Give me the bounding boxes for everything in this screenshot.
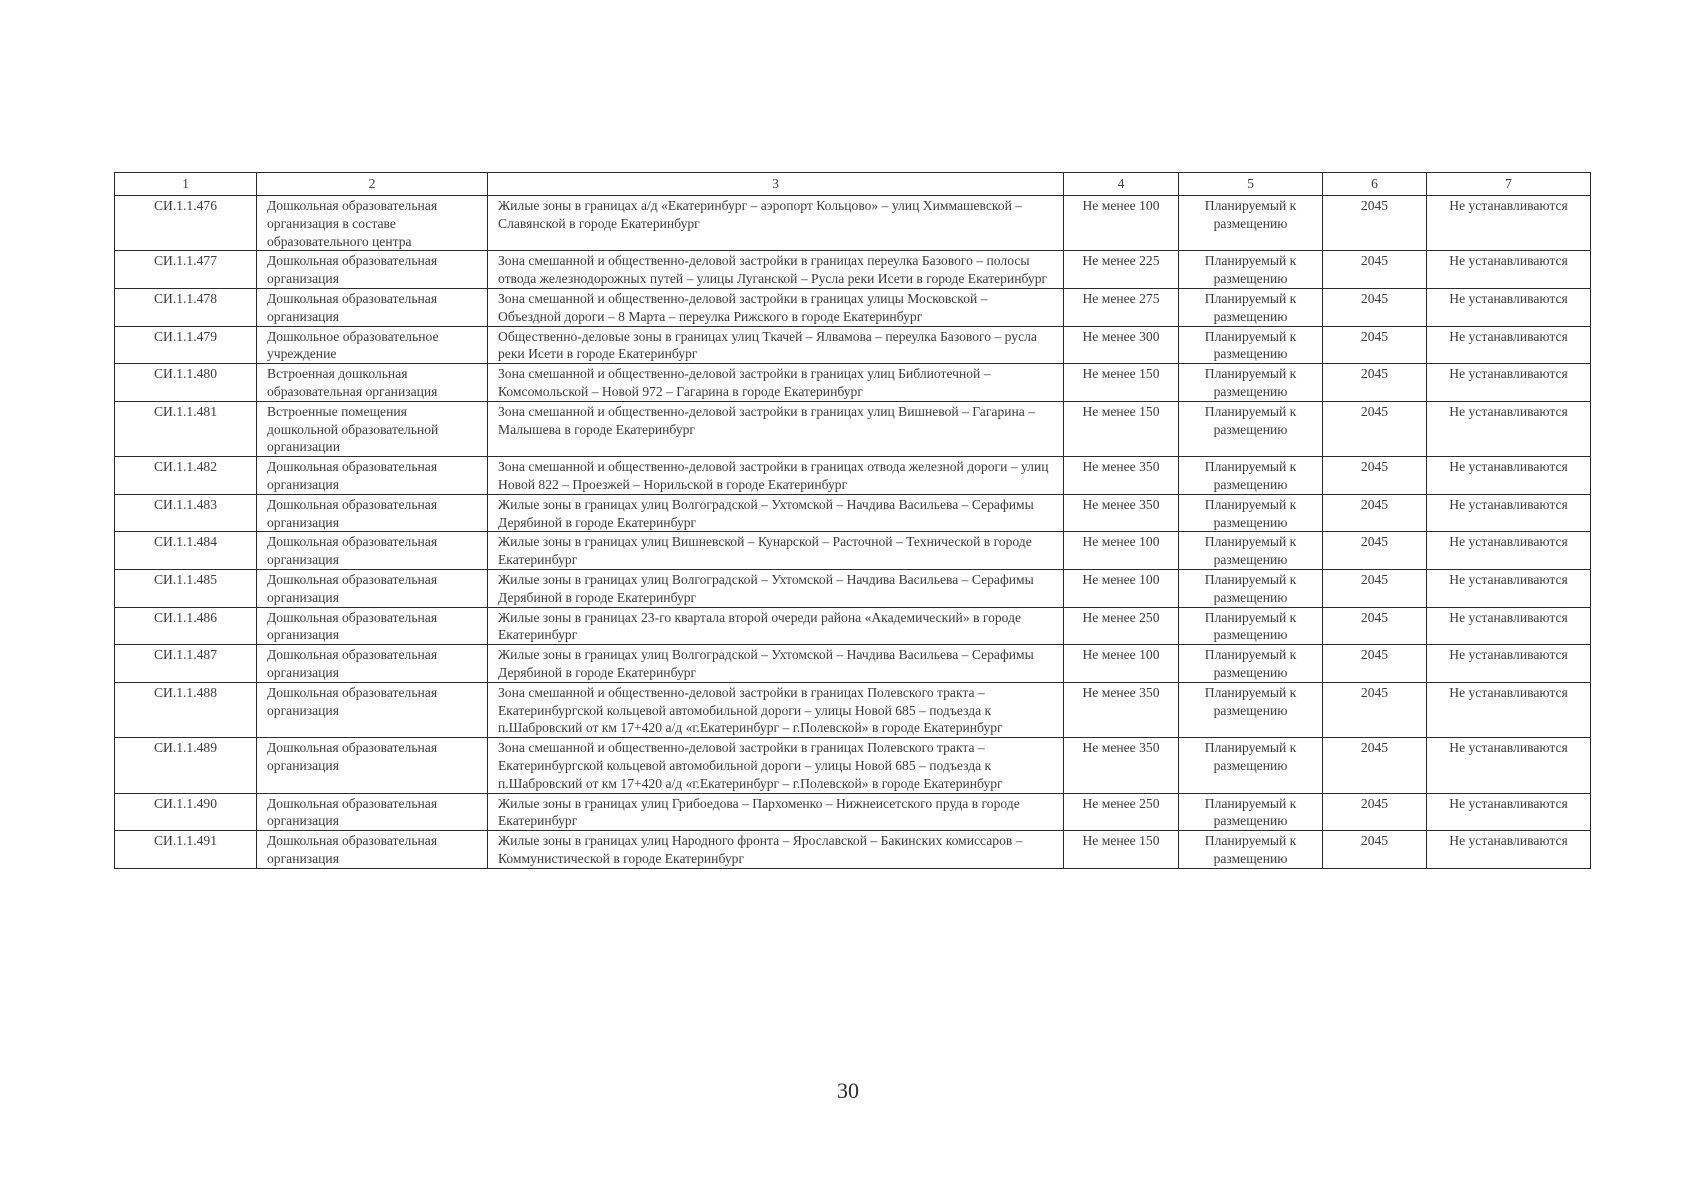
status-cell: Планируемый к размещению — [1179, 793, 1323, 831]
table-row — [115, 793, 1591, 831]
object-code-cell: СИ.1.1.481 — [115, 401, 257, 456]
status-cell: Планируемый к размещению — [1179, 532, 1323, 570]
capacity-cell: Не менее 100 — [1064, 532, 1179, 570]
restriction-cell: Не устанавливаются — [1427, 793, 1591, 831]
year-cell: 2045 — [1323, 831, 1427, 869]
table-row — [115, 196, 1591, 251]
restriction-cell: Не устанавливаются — [1427, 494, 1591, 532]
header-cell: 6 — [1323, 173, 1427, 196]
year-cell: 2045 — [1323, 288, 1427, 326]
year-cell: 2045 — [1323, 326, 1427, 364]
restriction-cell: Не устанавливаются — [1427, 251, 1591, 289]
location-cell: Жилые зоны в границах улиц Народного фронта – Ярославской – Бакинских комиссаров – Коммунистической в городе Екатеринбург — [488, 831, 1064, 869]
object-name-cell: Дошкольная образовательная организация в составе образовательного центра — [257, 196, 488, 251]
location-cell: Зона смешанной и общественно-деловой застройки в границах переулка Базового – полосы отвода железнодорожных путей – улицы Луганской – Русла реки Исети в городе Екатеринбург — [488, 251, 1064, 289]
header-cell: 1 — [115, 173, 257, 196]
status-cell: Планируемый к размещению — [1179, 364, 1323, 402]
header-cell: 4 — [1064, 173, 1179, 196]
object-name-cell: Дошкольная образовательная организация — [257, 793, 488, 831]
table-row — [115, 532, 1591, 570]
capacity-cell: Не менее 150 — [1064, 364, 1179, 402]
status-cell: Планируемый к размещению — [1179, 251, 1323, 289]
object-name-cell: Дошкольная образовательная организация — [257, 831, 488, 869]
capacity-cell: Не менее 350 — [1064, 494, 1179, 532]
location-cell: Зона смешанной и общественно-деловой застройки в границах улиц Вишневой – Гагарина – Малышева в городе Екатеринбург — [488, 401, 1064, 456]
year-cell: 2045 — [1323, 793, 1427, 831]
capacity-cell: Не менее 100 — [1064, 196, 1179, 251]
capacity-cell: Не менее 350 — [1064, 738, 1179, 793]
object-name-cell: Дошкольная образовательная организация — [257, 457, 488, 495]
location-cell: Зона смешанной и общественно-деловой застройки в границах Полевского тракта – Екатеринбургской кольцевой автомобильной дороги – улицы Новой 685 – подъезда к п.Шабровский от км 17+420 а/д «г.Екатеринбург – г.Полевской» в городе Екатеринбург — [488, 682, 1064, 737]
object-code-cell: СИ.1.1.486 — [115, 607, 257, 645]
object-name-cell: Встроенные помещения дошкольной образовательной организации — [257, 401, 488, 456]
table-row — [115, 401, 1591, 456]
location-cell: Зона смешанной и общественно-деловой застройки в границах Полевского тракта – Екатеринбургской кольцевой автомобильной дороги – улицы Новой 685 – подъезда к п.Шабровский от км 17+420 а/д «г.Екатеринбург – г.Полевской» в городе Екатеринбург — [488, 738, 1064, 793]
restriction-cell: Не устанавливаются — [1427, 288, 1591, 326]
restriction-cell: Не устанавливаются — [1427, 682, 1591, 737]
location-cell: Зона смешанной и общественно-деловой застройки в границах улиц Библиотечной – Комсомольской – Новой 972 – Гагарина в городе Екатеринбург — [488, 364, 1064, 402]
location-cell: Жилые зоны в границах а/д «Екатеринбург – аэропорт Кольцово» – улиц Химмашевской – Славянской в городе Екатеринбург — [488, 196, 1064, 251]
restriction-cell: Не устанавливаются — [1427, 738, 1591, 793]
object-code-cell: СИ.1.1.483 — [115, 494, 257, 532]
year-cell: 2045 — [1323, 401, 1427, 456]
status-cell: Планируемый к размещению — [1179, 494, 1323, 532]
status-cell: Планируемый к размещению — [1179, 401, 1323, 456]
object-name-cell: Дошкольная образовательная организация — [257, 251, 488, 289]
object-code-cell: СИ.1.1.490 — [115, 793, 257, 831]
data-table — [114, 172, 1591, 869]
location-cell: Зона смешанной и общественно-деловой застройки в границах улицы Московской – Объездной дороги – 8 Марта – переулка Рижского в городе Екатеринбург — [488, 288, 1064, 326]
capacity-cell: Не менее 100 — [1064, 569, 1179, 607]
location-cell: Общественно-деловые зоны в границах улиц Ткачей – Ялвамова – переулка Базового – русла реки Исети в городе Екатеринбург — [488, 326, 1064, 364]
object-code-cell: СИ.1.1.482 — [115, 457, 257, 495]
restriction-cell: Не устанавливаются — [1427, 326, 1591, 364]
year-cell: 2045 — [1323, 607, 1427, 645]
year-cell: 2045 — [1323, 532, 1427, 570]
capacity-cell: Не менее 100 — [1064, 645, 1179, 683]
status-cell: Планируемый к размещению — [1179, 457, 1323, 495]
restriction-cell: Не устанавливаются — [1427, 569, 1591, 607]
year-cell: 2045 — [1323, 196, 1427, 251]
object-code-cell: СИ.1.1.479 — [115, 326, 257, 364]
status-cell: Планируемый к размещению — [1179, 645, 1323, 683]
table-row — [115, 326, 1591, 364]
year-cell: 2045 — [1323, 251, 1427, 289]
location-cell: Жилые зоны в границах улиц Волгоградской – Ухтомской – Начдива Васильева – Серафимы Дерябиной в городе Екатеринбург — [488, 494, 1064, 532]
location-cell: Зона смешанной и общественно-деловой застройки в границах отвода железной дороги – улиц Новой 822 – Проезжей – Норильской в городе Екатеринбург — [488, 457, 1064, 495]
table-row — [115, 831, 1591, 869]
table-row — [115, 494, 1591, 532]
header-cell: 3 — [488, 173, 1064, 196]
status-cell: Планируемый к размещению — [1179, 288, 1323, 326]
capacity-cell: Не менее 150 — [1064, 401, 1179, 456]
object-name-cell: Дошкольная образовательная организация — [257, 682, 488, 737]
capacity-cell: Не менее 250 — [1064, 793, 1179, 831]
restriction-cell: Не устанавливаются — [1427, 831, 1591, 869]
object-name-cell: Дошкольная образовательная организация — [257, 569, 488, 607]
capacity-cell: Не менее 300 — [1064, 326, 1179, 364]
object-code-cell: СИ.1.1.488 — [115, 682, 257, 737]
location-cell: Жилые зоны в границах улиц Волгоградской – Ухтомской – Начдива Васильева – Серафимы Дерябиной в городе Екатеринбург — [488, 569, 1064, 607]
header-row — [115, 173, 1591, 196]
capacity-cell: Не менее 275 — [1064, 288, 1179, 326]
table-row — [115, 569, 1591, 607]
table-body — [115, 196, 1591, 869]
table-row — [115, 364, 1591, 402]
table-row — [115, 645, 1591, 683]
year-cell: 2045 — [1323, 738, 1427, 793]
object-name-cell: Дошкольное образовательное учреждение — [257, 326, 488, 364]
table-row — [115, 607, 1591, 645]
table-row — [115, 251, 1591, 289]
object-code-cell: СИ.1.1.477 — [115, 251, 257, 289]
header-cell: 5 — [1179, 173, 1323, 196]
year-cell: 2045 — [1323, 569, 1427, 607]
capacity-cell: Не менее 250 — [1064, 607, 1179, 645]
status-cell: Планируемый к размещению — [1179, 831, 1323, 869]
year-cell: 2045 — [1323, 682, 1427, 737]
year-cell: 2045 — [1323, 457, 1427, 495]
header-cell: 2 — [257, 173, 488, 196]
location-cell: Жилые зоны в границах улиц Волгоградской – Ухтомской – Начдива Васильева – Серафимы Дерябиной в городе Екатеринбург — [488, 645, 1064, 683]
status-cell: Планируемый к размещению — [1179, 738, 1323, 793]
object-code-cell: СИ.1.1.491 — [115, 831, 257, 869]
object-name-cell: Дошкольная образовательная организация — [257, 738, 488, 793]
restriction-cell: Не устанавливаются — [1427, 364, 1591, 402]
table-row — [115, 457, 1591, 495]
restriction-cell: Не устанавливаются — [1427, 607, 1591, 645]
object-code-cell: СИ.1.1.485 — [115, 569, 257, 607]
status-cell: Планируемый к размещению — [1179, 607, 1323, 645]
capacity-cell: Не менее 350 — [1064, 682, 1179, 737]
object-name-cell: Дошкольная образовательная организация — [257, 288, 488, 326]
restriction-cell: Не устанавливаются — [1427, 645, 1591, 683]
page-number: 30 — [837, 1078, 859, 1103]
object-name-cell: Дошкольная образовательная организация — [257, 494, 488, 532]
location-cell: Жилые зоны в границах улиц Грибоедова – Пархоменко – Нижнеисетского пруда в городе Екатеринбург — [488, 793, 1064, 831]
status-cell: Планируемый к размещению — [1179, 196, 1323, 251]
status-cell: Планируемый к размещению — [1179, 326, 1323, 364]
capacity-cell: Не менее 350 — [1064, 457, 1179, 495]
object-code-cell: СИ.1.1.487 — [115, 645, 257, 683]
object-code-cell: СИ.1.1.484 — [115, 532, 257, 570]
capacity-cell: Не менее 225 — [1064, 251, 1179, 289]
restriction-cell: Не устанавливаются — [1427, 196, 1591, 251]
table-row — [115, 738, 1591, 793]
table-row — [115, 682, 1591, 737]
object-code-cell: СИ.1.1.476 — [115, 196, 257, 251]
object-name-cell: Встроенная дошкольная образовательная организация — [257, 364, 488, 402]
object-code-cell: СИ.1.1.480 — [115, 364, 257, 402]
object-name-cell: Дошкольная образовательная организация — [257, 607, 488, 645]
table-row — [115, 288, 1591, 326]
object-name-cell: Дошкольная образовательная организация — [257, 532, 488, 570]
status-cell: Планируемый к размещению — [1179, 569, 1323, 607]
restriction-cell: Не устанавливаются — [1427, 401, 1591, 456]
status-cell: Планируемый к размещению — [1179, 682, 1323, 737]
object-code-cell: СИ.1.1.489 — [115, 738, 257, 793]
year-cell: 2045 — [1323, 364, 1427, 402]
restriction-cell: Не устанавливаются — [1427, 532, 1591, 570]
location-cell: Жилые зоны в границах улиц Вишневской – Кунарской – Расточной – Технической в городе Екатеринбург — [488, 532, 1064, 570]
year-cell: 2045 — [1323, 645, 1427, 683]
location-cell: Жилые зоны в границах 23-го квартала второй очереди района «Академический» в городе Екатеринбург — [488, 607, 1064, 645]
object-name-cell: Дошкольная образовательная организация — [257, 645, 488, 683]
header-cell: 7 — [1427, 173, 1591, 196]
capacity-cell: Не менее 150 — [1064, 831, 1179, 869]
object-code-cell: СИ.1.1.478 — [115, 288, 257, 326]
restriction-cell: Не устанавливаются — [1427, 457, 1591, 495]
year-cell: 2045 — [1323, 494, 1427, 532]
